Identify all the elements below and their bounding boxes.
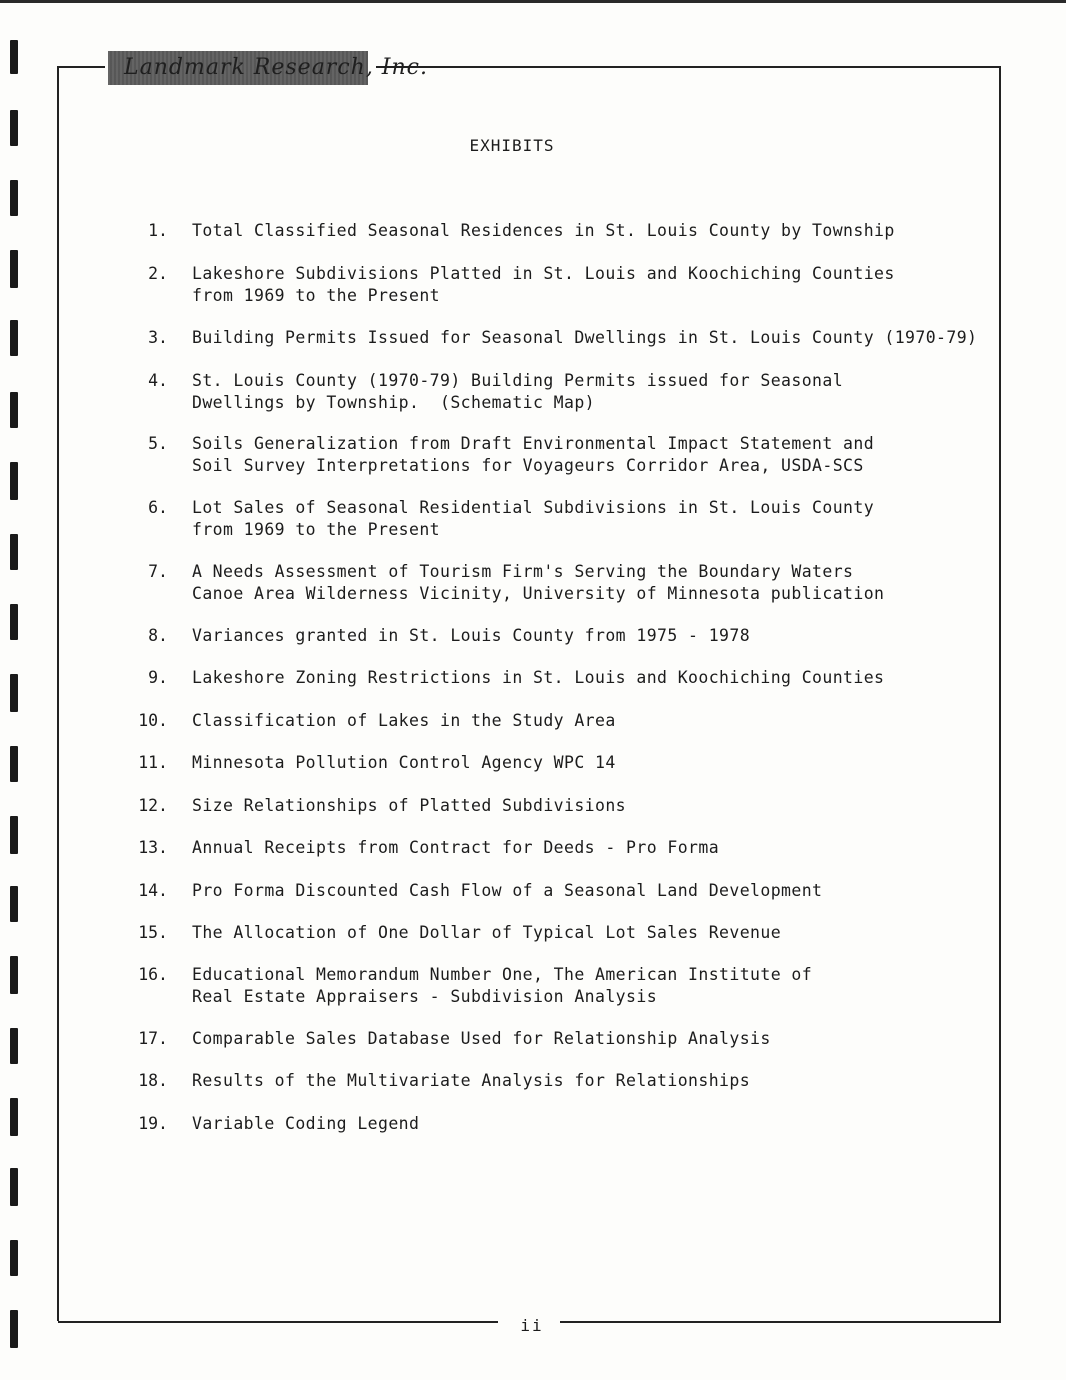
exhibit-title-line: Educational Memorandum Number One, The American Institute of [192,965,813,984]
exhibit-title-line: Building Permits Issued for Seasonal Dwellings in St. Louis County (1970-79) [192,328,978,347]
binding-hole [10,180,18,216]
exhibit-title-line: Total Classified Seasonal Residences in St. Louis County by Township [192,221,895,240]
binding-hole [10,674,18,712]
exhibit-number: 8. [148,626,168,645]
frame-border-bottom-right [560,1321,1001,1323]
exhibit-number: 18. [138,1071,168,1090]
company-logo [108,51,428,85]
page-title: EXHIBITS [469,136,555,155]
company-logo-text: Landmark Research, Inc. [124,55,428,80]
binding-hole [10,1098,18,1136]
binding-hole [10,320,18,356]
binding-hole [10,886,18,922]
exhibit-title-line: Annual Receipts from Contract for Deeds - Pro Forma [192,838,720,857]
binding-hole [10,534,18,570]
binding-hole [10,956,18,994]
binding-hole [10,746,18,782]
page-number: ii [520,1316,544,1335]
exhibit-number: 6. [148,498,168,517]
exhibit-title-line: Size Relationships of Platted Subdivisions [192,796,627,815]
exhibit-number: 10. [138,711,168,730]
binding-hole [10,40,18,74]
exhibit-title-line: Lakeshore Subdivisions Platted in St. Louis and Koochiching Counties [192,264,895,283]
binding-hole [10,816,18,854]
exhibit-number: 7. [148,562,168,581]
exhibit-title-line: Lot Sales of Seasonal Residential Subdivisions in St. Louis County [192,498,875,517]
exhibit-number: 14. [138,881,168,900]
exhibit-title-line: Results of the Multivariate Analysis for Relationships [192,1071,751,1090]
exhibit-number: 17. [138,1029,168,1048]
exhibit-title-line: Canoe Area Wilderness Vicinity, University of Minnesota publication [192,583,885,603]
exhibit-title-line: Comparable Sales Database Used for Relationship Analysis [192,1029,771,1048]
binding-hole [10,1028,18,1064]
exhibit-title-line: Lakeshore Zoning Restrictions in St. Louis and Koochiching Counties [192,668,885,687]
binding-hole [10,392,18,428]
exhibit-title-line: Soils Generalization from Draft Environmental Impact Statement and [192,434,875,453]
exhibit-number: 1. [148,221,168,240]
exhibit-title-line: Minnesota Pollution Control Agency WPC 14 [192,753,616,772]
binding-hole [10,604,18,640]
exhibit-title-line: Variable Coding Legend [192,1114,420,1133]
exhibit-number: 12. [138,796,168,815]
exhibit-number: 11. [138,753,168,772]
binding-hole [10,1168,18,1206]
exhibit-number: 15. [138,923,168,942]
frame-border-right [999,66,1001,1321]
frame-border-top-right [376,66,1000,68]
exhibit-number: 19. [138,1114,168,1133]
binding-hole [10,1310,18,1348]
exhibit-title-line: Dwellings by Township. (Schematic Map) [192,392,596,412]
page-top-edge [0,0,1066,3]
exhibit-number: 4. [148,371,168,390]
exhibit-number: 9. [148,668,168,687]
exhibit-title-line: A Needs Assessment of Tourism Firm's Serving the Boundary Waters [192,562,854,581]
exhibit-title-line: St. Louis County (1970-79) Building Permits issued for Seasonal [192,371,844,390]
binding-hole [10,462,18,500]
exhibit-title-line: from 1969 to the Present [192,519,441,539]
exhibit-title-line: Variances granted in St. Louis County from 1975 - 1978 [192,626,751,645]
exhibit-number: 2. [148,264,168,283]
frame-border-bottom-left [58,1321,498,1323]
exhibit-number: 5. [148,434,168,453]
exhibit-number: 16. [138,965,168,984]
exhibit-number: 13. [138,838,168,857]
frame-border-top-left [58,66,105,68]
frame-border-left [57,66,59,1321]
exhibit-title-line: Soil Survey Interpretations for Voyageurs Corridor Area, USDA-SCS [192,455,864,475]
exhibit-title-line: The Allocation of One Dollar of Typical Lot Sales Revenue [192,923,782,942]
exhibit-title-line: from 1969 to the Present [192,285,441,305]
binding-hole [10,1240,18,1276]
binding-hole [10,250,18,288]
exhibit-title-line: Classification of Lakes in the Study Area [192,711,616,730]
exhibit-number: 3. [148,328,168,347]
exhibit-title-line: Real Estate Appraisers - Subdivision Analysis [192,986,658,1006]
exhibit-title-line: Pro Forma Discounted Cash Flow of a Seasonal Land Development [192,881,823,900]
